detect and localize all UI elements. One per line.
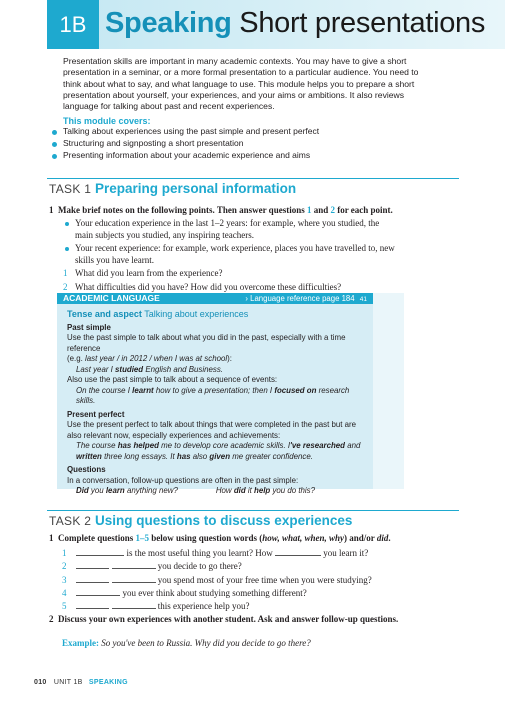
example-sentence — [67, 386, 367, 407]
row-number: 1 — [62, 548, 67, 558]
footer-section: SPEAKING — [88, 679, 128, 686]
example-question — [76, 486, 178, 497]
example-label: Example: — [62, 638, 99, 648]
example-questions — [67, 486, 367, 497]
subq-number: 1 — [63, 268, 68, 278]
q-ref: 2 — [330, 205, 335, 215]
task1-q1 — [49, 205, 449, 217]
text: me to develop core academic skills. I — [161, 441, 291, 450]
q-ref: 1–5 — [135, 533, 150, 543]
task1-heading — [49, 181, 296, 196]
q-words: how, what, when, why — [262, 533, 344, 543]
q-text: . — [388, 533, 391, 543]
subq-number: 2 — [63, 281, 68, 292]
row-text: you learn it? — [323, 548, 369, 558]
q-number: 2 — [49, 614, 54, 624]
text: On the course I — [76, 385, 130, 395]
academic-language-label: ACADEMIC LANGUAGE — [63, 293, 160, 303]
text: research skills. — [76, 385, 350, 405]
covers-list — [50, 126, 319, 161]
text: 've researched — [290, 441, 346, 450]
subquestion — [63, 282, 398, 294]
task2-heading — [49, 513, 352, 528]
q-ref: 1 — [306, 205, 312, 215]
reference-text: › Language reference page 184 — [245, 294, 355, 303]
task1-bullets — [63, 218, 398, 293]
q-words: did — [376, 533, 389, 543]
answer-blank[interactable] — [76, 573, 109, 583]
fill-in-row — [62, 546, 372, 559]
bullet-item: Your education experience in the last 1–2 years: for example, where you studied, the main subjects you studied, any inspiring teachers. — [63, 218, 398, 241]
task1-divider — [47, 178, 459, 179]
text: Did — [76, 486, 89, 495]
text: has — [176, 451, 191, 461]
title-rest: Short presentations — [239, 7, 486, 39]
answer-blank[interactable] — [112, 573, 156, 583]
q-text: and — [313, 205, 329, 215]
text: last year / in 2012 / when I was at school — [85, 354, 228, 363]
task1-label: TASK 1 — [49, 182, 92, 196]
answer-blank[interactable] — [112, 599, 156, 609]
task2-example — [62, 638, 462, 650]
example-question — [216, 486, 315, 497]
academic-heading — [67, 309, 367, 320]
q-text: Discuss your own experiences with another student. Ask and answer follow-up questions. — [58, 614, 399, 624]
answer-blank[interactable] — [112, 559, 156, 569]
row-number: 2 — [62, 561, 67, 572]
academic-language-bar — [57, 293, 373, 304]
task2-title: Using questions to discuss experiences — [95, 513, 353, 528]
q-text: ) and/or — [344, 533, 375, 543]
academic-side-panel — [373, 293, 404, 489]
heading-bold: Tense and aspect — [67, 309, 142, 319]
page-footer — [34, 679, 128, 686]
subq-text: What difficulties did you have? How did you overcome these difficulties? — [75, 281, 342, 292]
page-title — [105, 7, 485, 40]
text: you do this? — [272, 486, 316, 495]
unit-number: 1B — [47, 0, 99, 49]
row-number: 3 — [62, 574, 67, 585]
q-text: Complete questions — [58, 533, 134, 543]
text: Last year I — [76, 364, 113, 374]
intro-paragraph: Presentation skills are important in many academic contexts. You may have to give a short presentation in a seminar, or a more formal presentation to a particular audience. You need to think about what to say, and what language to use. This module helps you to prepare a short presentation about yourself, your experiences, and your aims or ambitions. It also reviews language for talking about past and recent experiences. — [63, 56, 419, 112]
title-bold: Speaking — [105, 7, 232, 39]
answer-blank[interactable] — [76, 546, 124, 556]
task2-q1 — [49, 533, 469, 545]
answer-blank[interactable] — [76, 586, 120, 596]
answer-blank[interactable] — [76, 599, 109, 609]
past-simple-text: Use the past simple to talk about what you did in the past, especially with a time reference — [67, 333, 346, 353]
academic-content — [67, 309, 367, 497]
text: and — [347, 441, 361, 450]
present-perfect-title: Present perfect — [67, 409, 125, 419]
example-sentence — [67, 441, 367, 462]
example-sentence — [67, 365, 367, 376]
text: The course — [76, 441, 116, 450]
footer-unit: UNIT 1B — [53, 679, 83, 686]
row-text: you decide to go there? — [157, 561, 242, 572]
language-reference-link[interactable] — [245, 293, 367, 305]
fill-in-row — [62, 586, 372, 599]
row-text: this experience help you? — [157, 601, 250, 612]
page-number: 010 — [34, 679, 47, 686]
q-number: 1 — [49, 533, 54, 543]
row-number: 4 — [62, 587, 67, 598]
text: focused on — [274, 385, 317, 395]
text: did — [233, 486, 246, 495]
past-simple-text: Also use the past simple to talk about a sequence of events: — [67, 375, 278, 384]
q-text: Make brief notes on the following points. Then answer questions — [58, 205, 305, 215]
answer-blank[interactable] — [275, 546, 321, 556]
covers-heading: This module covers: — [63, 116, 151, 126]
text: English and Business. — [145, 364, 223, 374]
covers-item: Talking about experiences using the past simple and present perfect — [50, 126, 319, 138]
text: anything new? — [126, 486, 178, 495]
task1-title: Preparing personal information — [95, 181, 297, 196]
spacer — [178, 486, 216, 497]
text: given — [209, 451, 231, 461]
past-simple-text — [67, 354, 367, 365]
example-text: So you've been to Russia. Why did you decide to go there? — [101, 638, 311, 648]
task2-label: TASK 2 — [49, 514, 92, 528]
covers-item: Structuring and signposting a short presentation — [50, 138, 319, 150]
text: (e.g. — [67, 354, 83, 363]
row-number: 5 — [62, 601, 67, 612]
text: me greater confidence. — [232, 451, 313, 461]
covers-item: Presenting information about your academic experience and aims — [50, 150, 319, 162]
text: learn — [105, 486, 125, 495]
present-perfect-text: Use the present perfect to talk about things that were completed in the past but are also relevant now, especially experiences and achievements: — [67, 420, 357, 440]
bullet-item: Your recent experience: for example, work experience, places you have travelled to, new skills you have learnt. — [63, 243, 398, 266]
q-text: below using question words ( — [151, 533, 263, 543]
text: it — [247, 486, 252, 495]
subquestion — [63, 268, 398, 280]
row-text: is the most useful thing you learnt? How — [126, 548, 273, 558]
fill-in-rows — [62, 546, 372, 612]
text: How — [215, 486, 232, 495]
fill-in-row — [62, 573, 372, 586]
past-simple-title: Past simple — [67, 322, 111, 332]
q-text: for each point. — [337, 205, 393, 215]
text: has helped — [117, 441, 159, 450]
questions-title: Questions — [67, 465, 106, 474]
text: you — [90, 486, 104, 495]
text: three long essays. It — [104, 451, 175, 461]
text: studied — [115, 364, 144, 374]
subq-text: What did you learn from the experience? — [75, 268, 223, 278]
fill-in-row — [62, 559, 372, 572]
text: written — [76, 451, 102, 461]
row-text: you ever think about studying something different? — [122, 587, 307, 598]
questions-text: In a conversation, follow-up questions are often in the past simple: — [67, 475, 299, 485]
text: how to give a presentation; then I — [155, 385, 273, 395]
text: learnt — [132, 385, 154, 395]
row-text: you spend most of your free time when you were studying? — [157, 574, 372, 585]
text: ): — [227, 354, 232, 363]
task2-q2 — [49, 614, 430, 626]
fill-in-row — [62, 599, 372, 612]
answer-blank[interactable] — [76, 559, 109, 569]
text: help — [254, 486, 271, 495]
text: also — [192, 451, 208, 461]
task2-divider — [47, 510, 459, 511]
heading-rest: Talking about experiences — [144, 309, 249, 319]
q-number: 1 — [49, 205, 54, 215]
reference-number: 41 — [359, 296, 367, 303]
